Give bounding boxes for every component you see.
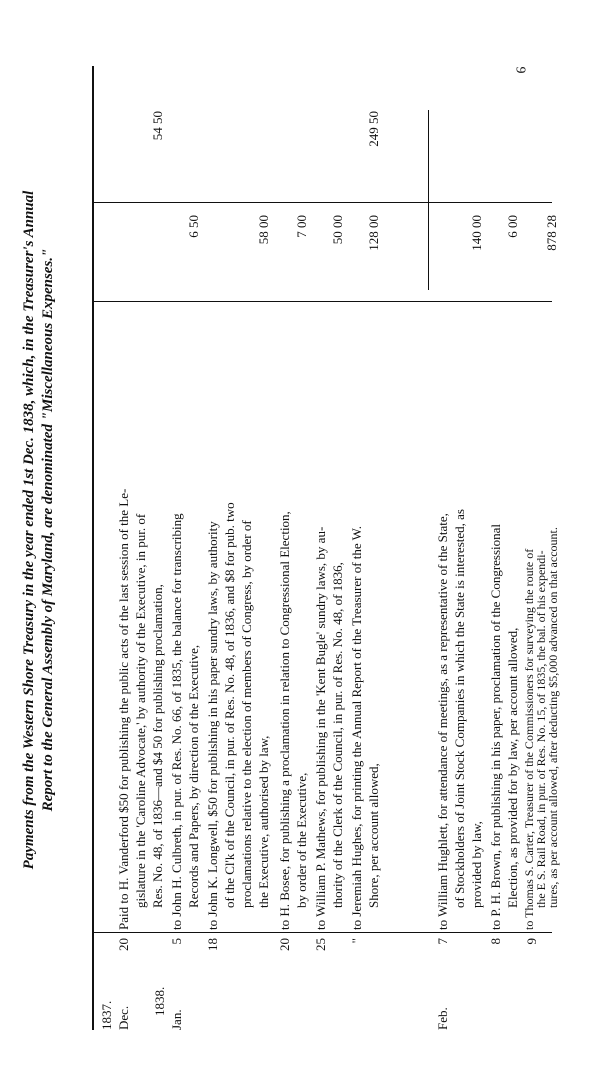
entry-subtotal: 249 50 xyxy=(366,111,381,147)
entry-line: proclamations relative to the election of members of Congress, by order of xyxy=(239,520,254,908)
entry-day: 25 xyxy=(313,938,328,951)
entry-line: of Stockholders of Joint Stock Companies in which the State is interested, as xyxy=(452,509,467,908)
page-heading xyxy=(20,30,58,1030)
entry-description xyxy=(276,310,310,930)
entry-line: to Jeremiah Hughes, for printing the Annual Report of the Treasurer of the W. xyxy=(349,525,364,930)
entry-line: provided by law, xyxy=(469,821,484,908)
entry-line: Res. No. 48, of 1836—and $4 50 for publishing proclamation, xyxy=(150,584,165,908)
entry-amount: 58 00 xyxy=(256,215,271,245)
entry-day: 20 xyxy=(116,938,131,951)
year-1838: 1838. xyxy=(152,986,167,1016)
entry-month: Dec. xyxy=(116,1005,131,1030)
entry-description xyxy=(115,310,166,930)
date-column-divider xyxy=(92,932,552,933)
entry-line: the E S. Rail Road, in pur. of Res. No. 15, of 1835, the bal. of his expendi- xyxy=(534,550,548,908)
entry-description xyxy=(312,310,346,930)
entry-description xyxy=(434,310,485,930)
entry-line: to P. H. Brown, for publishing in his paper, proclamation of the Congressional xyxy=(488,523,503,930)
entry-day: " xyxy=(349,938,364,944)
entry-line: to Thomas S. Carter, Treasurer of the Commissioners for surveying the route of xyxy=(522,548,536,930)
entry-line: Election, as provided for by law, per account allowed, xyxy=(505,627,520,908)
entry-amount: 128 00 xyxy=(366,215,381,251)
entry-line: thority of the Clerk of the Council, in pur. of Res. No. 48, of 1836, xyxy=(330,562,345,908)
entry-line: Paid to H. Vanderford $50 for publishing the public acts of the last session of the Le- xyxy=(116,488,131,930)
entry-day: 8 xyxy=(488,938,503,945)
entry-line: to John K. Longwell, $50 for publishing in his paper sundry laws, by authority xyxy=(205,521,220,930)
entry-amount: 140 00 xyxy=(469,215,484,251)
entry-line: of the Cl'k of the Council, in pur. of Res. No. 48, of 1836, and $8 for pub. two xyxy=(222,502,237,908)
entry-line: gislature in the 'Caroline Advocate,' by authority of the Executive, in pur. of xyxy=(133,513,148,908)
entry-line: Shore, per account allowed, xyxy=(366,763,381,908)
entry-description xyxy=(168,310,202,930)
page-number: 9 xyxy=(512,66,528,74)
subtotal-rule xyxy=(428,110,429,290)
heading-line-1: Payments from the Western Shore Treasury in the year ended 1st Dec. 1838, which, in the Treasurer's Annual xyxy=(21,190,37,870)
entry-line: the Executive, authorised by law, xyxy=(256,735,271,908)
entry-description xyxy=(487,310,521,930)
entry-amount: 878 28 xyxy=(544,215,559,251)
heading-line-2: Report to the General Assembly of Maryland, are denominated "Miscellaneous Expenses." xyxy=(40,248,56,812)
entry-month: Jan. xyxy=(169,1009,184,1030)
entry-day: 9 xyxy=(524,938,539,945)
entry-line: to John H. Culbreth, in pur. of Res. No. 66, of 1835, the balance for transcribing xyxy=(169,513,184,930)
entry-line: tures, as per account allowed, after deducting $5,000 advanced on that account. xyxy=(546,527,560,908)
entry-line: to William P. Mathews, for publishing in the 'Kent Bugle' sundry laws, by au- xyxy=(313,526,328,930)
entry-description xyxy=(348,310,382,930)
subtotal-column-divider xyxy=(92,202,552,203)
entry-amount: 7 00 xyxy=(294,215,309,238)
entry-month: Feb. xyxy=(435,1007,450,1030)
entry-day: 18 xyxy=(205,938,220,951)
entry-description xyxy=(204,310,272,930)
rotated-ledger-page xyxy=(20,30,560,1030)
entry-day: 5 xyxy=(169,938,184,945)
entry-day: 7 xyxy=(435,938,450,945)
entry-amount: 6 00 xyxy=(505,215,520,238)
entry-amount: 50 00 xyxy=(330,215,345,245)
top-rule xyxy=(92,66,94,1030)
year-1837: 1837. xyxy=(99,1000,114,1030)
entry-subtotal: 54 50 xyxy=(150,111,165,141)
entry-line: Records and Papers, by direction of the Executive, xyxy=(186,644,201,908)
entry-description xyxy=(523,310,559,930)
entry-day: 20 xyxy=(277,938,292,951)
entry-line: to William Hughlett, for attendance of meetings, as a representative of the State, xyxy=(435,513,450,930)
amount-column-divider xyxy=(92,301,552,302)
entry-line: by order of the Executive, xyxy=(294,772,309,908)
entry-line: to H. Bosee, for publishing a proclamation in relation to Congressional Election, xyxy=(277,511,292,930)
entry-amount: 6 50 xyxy=(186,215,201,238)
